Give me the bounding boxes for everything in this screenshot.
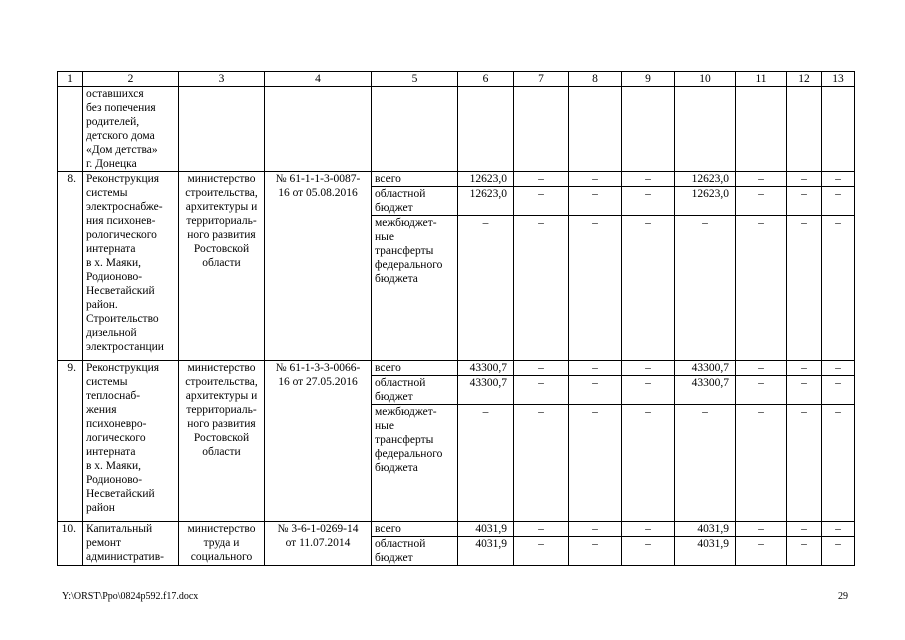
col-header: 4 <box>265 72 372 87</box>
amount-value: 43300,7 <box>458 376 514 405</box>
col-header: 8 <box>569 72 622 87</box>
source-label: областной бюджет <box>372 187 458 216</box>
table-row: областной бюджет 4031,9 – – – 4031,9 – – – <box>58 537 855 566</box>
table-row <box>58 87 855 172</box>
responsible-org: министерство труда и социального <box>179 522 265 566</box>
amount-value: 12623,0 <box>458 172 514 187</box>
amount-value: 4031,9 <box>675 537 736 566</box>
amount-value: 43300,7 <box>675 361 736 376</box>
expertise-doc: № 3-6-1-0269-14 от 11.07.2014 <box>265 522 372 566</box>
row-number: 8. <box>58 172 83 361</box>
source-label: межбюджет- ные трансферты федерального бюджета <box>372 216 458 361</box>
expertise-doc: № 61-1-3-3-0066- 16 от 27.05.2016 <box>265 361 372 522</box>
col-header: 2 <box>83 72 179 87</box>
col-header: 7 <box>514 72 569 87</box>
source-label: всего <box>372 522 458 537</box>
col-header: 12 <box>787 72 822 87</box>
object-name: Реконструкция системы теплоснаб- жения психоневро- логического интерната в х. Маяки, Родионово- Несветайский район <box>83 361 179 522</box>
object-name: Капитальный ремонт административ- <box>83 522 179 566</box>
expertise-doc: № 61-1-1-3-0087- 16 от 05.08.2016 <box>265 172 372 361</box>
object-name-continued: оставшихся без попечения родителей, детского дома «Дом детства» г. Донецка <box>83 87 179 172</box>
row-number: 9. <box>58 361 83 522</box>
budget-table <box>57 71 855 566</box>
row-number: 10. <box>58 522 83 566</box>
object-name: Реконструкция системы электроснабже- ния психонев- рологического интерната в х. Маяки, Родионово- Несветайский район. Строительство дизельной электростанции <box>83 172 179 361</box>
source-label: всего <box>372 361 458 376</box>
col-header: 10 <box>675 72 736 87</box>
col-header: 3 <box>179 72 265 87</box>
table-row: областной бюджет 43300,7 – – – 43300,7 – – – <box>58 376 855 405</box>
amount-value: 4031,9 <box>458 537 514 566</box>
col-header: 11 <box>736 72 787 87</box>
col-header: 1 <box>58 72 83 87</box>
amount-value: 12623,0 <box>458 187 514 216</box>
col-header: 9 <box>622 72 675 87</box>
page-number: 29 <box>838 591 848 602</box>
amount-value: 43300,7 <box>458 361 514 376</box>
table-row: 10. Капитальный ремонт административ- министерство труда и социального № 3-6-1-0269-14 от 11.07.2014 всего 4031,9 – – – 4031,9 – – – <box>58 522 855 537</box>
column-numbers-row <box>58 72 855 87</box>
source-label: межбюджет- ные трансферты федерального бюджета <box>372 405 458 522</box>
responsible-org: министерство строительства, архитектуры и территориаль- ного развития Ростовской области <box>179 361 265 522</box>
responsible-org: министерство строительства, архитектуры и территориаль- ного развития Ростовской области <box>179 172 265 361</box>
col-header: 13 <box>822 72 855 87</box>
amount-value: 12623,0 <box>675 172 736 187</box>
table-row: областной бюджет 12623,0 – – – 12623,0 – – – <box>58 187 855 216</box>
table-row: межбюджет- ные трансферты федерального бюджета – – – – – – – – <box>58 216 855 361</box>
table-row: 8. Реконструкция системы электроснабже- ния психонев- рологического интерната в х. Маяки, Родионово- Несветайский район. Строительство дизельной электростанции министерство строительства, архитектуры и территориаль- ного развития Ростовской области № 61-1-1-3-0087- 16 от 05.08.2016 всего 12623,0 – – – 12623,0 – – – <box>58 172 855 187</box>
amount-value: 4031,9 <box>458 522 514 537</box>
col-header: 6 <box>458 72 514 87</box>
source-label: всего <box>372 172 458 187</box>
amount-value: 4031,9 <box>675 522 736 537</box>
table-row: межбюджет- ные трансферты федерального бюджета – – – – – – – – <box>58 405 855 522</box>
col-header: 5 <box>372 72 458 87</box>
source-label: областной бюджет <box>372 537 458 566</box>
amount-value: 12623,0 <box>675 187 736 216</box>
table-row: 9. Реконструкция системы теплоснаб- жения психоневро- логического интерната в х. Маяки, Родионово- Несветайский район министерство строительства, архитектуры и территориаль- ного развития Ростовской области № 61-1-3-3-0066- 16 от 27.05.2016 всего 43300,7 – – – 43300,7 – – – <box>58 361 855 376</box>
source-label: областной бюджет <box>372 376 458 405</box>
file-path: Y:\ORST\Ppo\0824p592.f17.docx <box>62 591 199 602</box>
amount-value: 43300,7 <box>675 376 736 405</box>
